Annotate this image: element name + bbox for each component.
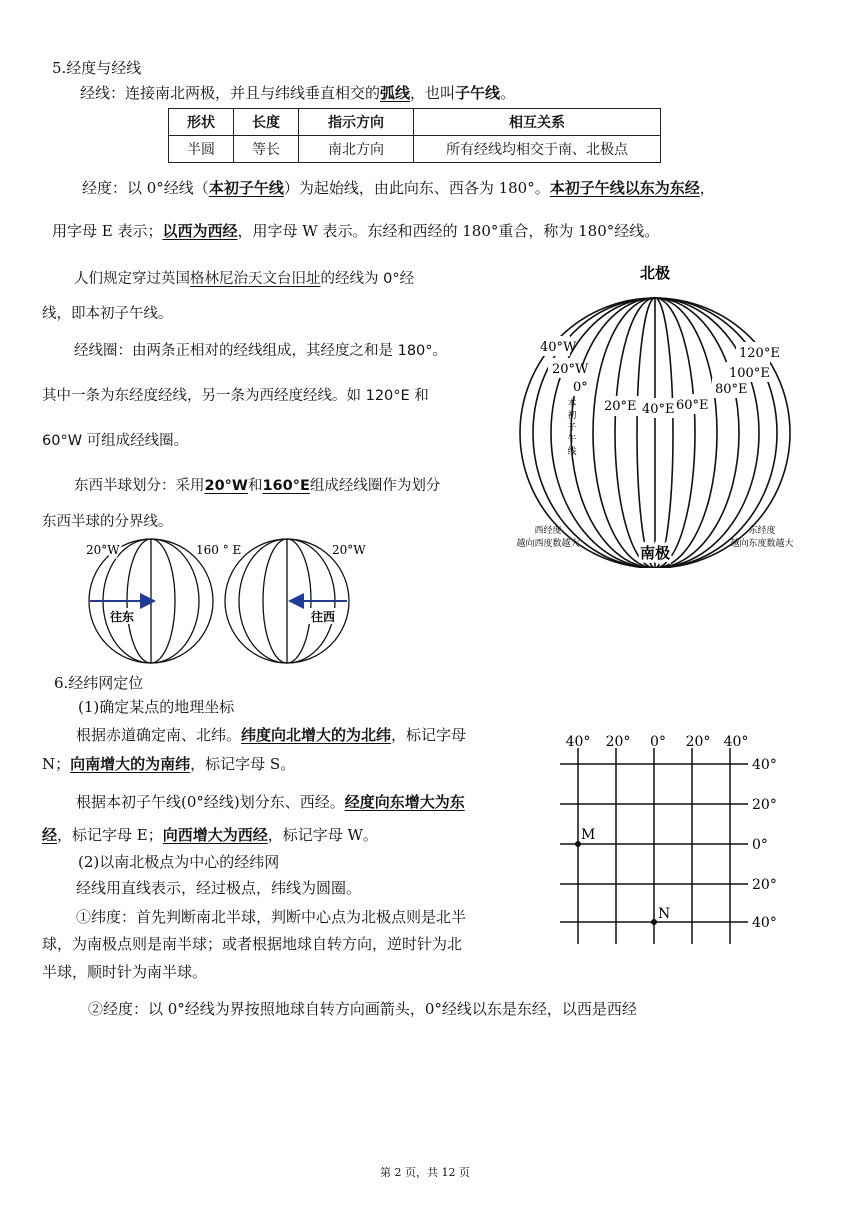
keyword-prime-meridian: 本初子午线 bbox=[208, 179, 284, 197]
label-40w: 40°W bbox=[540, 340, 577, 355]
point-n-marker bbox=[651, 919, 657, 925]
keyword-north-latitude: 纬度向北增大的为北纬 bbox=[241, 726, 392, 744]
table-header: 长度 bbox=[234, 109, 299, 136]
keyword-20w: 20°W bbox=[204, 478, 248, 494]
text: 人们规定穿过英国 bbox=[74, 271, 190, 287]
top-label-40e: 40° bbox=[723, 734, 749, 750]
keyword-west-longitude: 向西增大为西经 bbox=[162, 826, 268, 844]
polar-grid-intro: 经线用直线表示，经过极点，纬线为圆圈。 bbox=[76, 879, 362, 897]
text: 和 bbox=[247, 478, 263, 494]
west-note-desc: 越向西度数越大 bbox=[516, 539, 580, 549]
text: 经线：连接南北两极，并且与纬线垂直相交的 bbox=[80, 84, 381, 102]
label-40e: 40°E bbox=[642, 402, 675, 417]
top-label-40w: 40° bbox=[565, 734, 591, 750]
greenwich-line2: 线，即本初子午线。 bbox=[42, 306, 173, 322]
latitude-rule-line3: 半球，顺时针为南半球。 bbox=[42, 963, 208, 981]
text: ）为起始线，由此向东、西各为 180°。 bbox=[283, 179, 550, 197]
right-label-40s: 40° bbox=[752, 915, 777, 931]
label-20w: 20°W bbox=[552, 362, 589, 377]
hemisphere-globes-diagram bbox=[80, 536, 370, 668]
longitude-line2 bbox=[42, 824, 378, 845]
meridian-circle-line3: 60°W 可组成经线圈。 bbox=[42, 433, 189, 449]
page-footer: 第 2 页，共 12 页 bbox=[380, 1166, 470, 1179]
subsection-2: (2)以南北极点为中心的经纬网 bbox=[78, 853, 280, 871]
text: ，标记字母 E； bbox=[57, 826, 163, 844]
text: 根据本初子午线(0°经线)划分东、西经。 bbox=[76, 793, 345, 811]
north-pole-label: 北极 bbox=[639, 264, 671, 282]
meridian-line bbox=[655, 298, 759, 568]
hemisphere-line2: 东西半球的分界线。 bbox=[42, 514, 173, 530]
meridian-globe-diagram bbox=[510, 258, 810, 568]
meridian-definition bbox=[80, 82, 515, 103]
latitude-rule-line1: ①纬度：首先判断南北半球，判断中心点为北极点则是北半 bbox=[76, 908, 467, 926]
point-m-label: M bbox=[581, 827, 596, 843]
hemisphere-line1 bbox=[74, 474, 440, 495]
subsection-1: (1)确定某点的地理坐标 bbox=[78, 698, 235, 716]
longitude-paragraph-line2 bbox=[52, 220, 659, 241]
section-6-heading: 6.经纬网定位 bbox=[54, 674, 144, 692]
meridian-line bbox=[637, 298, 655, 568]
meridian-line bbox=[593, 298, 655, 568]
west-note-title: 西经度 bbox=[534, 526, 562, 536]
keyword-greenwich: 格林尼治天文台旧址 bbox=[190, 271, 321, 287]
text: 根据赤道确定南、北纬。 bbox=[76, 726, 242, 744]
greenwich-line1 bbox=[74, 267, 414, 288]
prime-meridian-char: 初 bbox=[567, 411, 577, 421]
right-label-20n: 20° bbox=[752, 797, 777, 813]
longitude-line1 bbox=[76, 791, 465, 812]
table-cell: 所有经线均相交于南、北极点 bbox=[414, 136, 661, 163]
meridian-line bbox=[615, 298, 655, 568]
keyword-east-longitude-end: 经 bbox=[42, 826, 58, 844]
table-header: 指示方向 bbox=[299, 109, 414, 136]
longitude-rule: ②经度：以 0°经线为界按照地球自转方向画箭头，0°经线以东是东经，以西是西经 bbox=[88, 1000, 637, 1018]
keyword-east-longitude: 本初子午线以东为东经 bbox=[549, 179, 700, 197]
text: 用字母 E 表示； bbox=[52, 222, 163, 240]
table-row bbox=[169, 136, 661, 163]
latitude-line2 bbox=[42, 753, 295, 774]
label-0: 0° bbox=[573, 380, 588, 395]
keyword-west-longitude: 以西为西经 bbox=[162, 222, 238, 240]
longitude-paragraph-line1 bbox=[82, 177, 715, 198]
keyword-south-latitude: 向南增大的为南纬 bbox=[70, 755, 191, 773]
left-160e-label: 160 ° E bbox=[196, 543, 242, 557]
text: 经度：以 0°经线（ bbox=[82, 179, 209, 197]
keyword-east-longitude: 经度向东增大为东 bbox=[344, 793, 465, 811]
text: ，用字母 W 表示。东经和西经的 180°重合，称为 180°经线。 bbox=[237, 222, 660, 240]
table-cell: 等长 bbox=[234, 136, 299, 163]
prime-meridian-char: 午 bbox=[567, 435, 577, 445]
label-100e: 100°E bbox=[729, 366, 770, 381]
table-header: 形状 bbox=[169, 109, 234, 136]
text: ，也叫 bbox=[410, 84, 456, 102]
text: N； bbox=[42, 755, 71, 773]
keyword-160e: 160°E bbox=[262, 478, 310, 494]
top-label-0: 0° bbox=[650, 734, 666, 750]
top-label-20w: 20° bbox=[605, 734, 631, 750]
table-header-row bbox=[169, 109, 661, 136]
table-header: 相互关系 bbox=[414, 109, 661, 136]
latitude-rule-line2: 球，为南极点则是南半球；或者根据地球自转方向，逆时针为北 bbox=[42, 935, 463, 953]
text: 。 bbox=[500, 84, 516, 102]
text: 组成经线圈作为划分 bbox=[309, 478, 441, 494]
meridian-line bbox=[655, 298, 717, 568]
meridian-line bbox=[655, 298, 673, 568]
top-label-20e: 20° bbox=[685, 734, 711, 750]
right-label-40n: 40° bbox=[752, 757, 777, 773]
south-pole-label: 南极 bbox=[639, 544, 671, 562]
meridian-circle-line2: 其中一条为东经度经线，另一条为西经度经线。如 120°E 和 bbox=[42, 388, 429, 404]
toward-east-label: 往东 bbox=[110, 610, 135, 624]
right-20w-label: 20°W bbox=[332, 543, 366, 557]
point-n-label: N bbox=[658, 906, 671, 922]
east-note-desc: 越向东度数越大 bbox=[730, 539, 794, 549]
meridian-properties-table bbox=[168, 108, 661, 163]
keyword-meridian: 子午线 bbox=[455, 84, 501, 102]
right-label-20s: 20° bbox=[752, 877, 777, 893]
label-60e: 60°E bbox=[676, 398, 709, 413]
table-cell: 南北方向 bbox=[299, 136, 414, 163]
latitude-line1 bbox=[76, 724, 466, 745]
keyword-arc: 弧线 bbox=[380, 84, 411, 102]
text: 的经线为 0°经 bbox=[320, 271, 415, 287]
prime-meridian-char: 子 bbox=[567, 423, 577, 433]
east-note-title: 东经度 bbox=[748, 526, 776, 536]
right-label-0: 0° bbox=[752, 837, 768, 853]
text: ，标记字母 S。 bbox=[190, 755, 296, 773]
table-cell: 半圆 bbox=[169, 136, 234, 163]
label-20e: 20°E bbox=[604, 399, 637, 414]
text: ， bbox=[699, 179, 715, 197]
meridian-line bbox=[655, 298, 695, 568]
prime-meridian-char: 线 bbox=[567, 447, 577, 457]
text: 东西半球划分：采用 bbox=[74, 478, 205, 494]
lat-lon-grid-diagram bbox=[556, 726, 816, 948]
label-80e: 80°E bbox=[715, 382, 748, 397]
text: ，标记字母 W。 bbox=[267, 826, 378, 844]
text: ，标记字母 bbox=[391, 726, 467, 744]
prime-meridian-char: 本 bbox=[567, 399, 577, 409]
left-20w-label: 20°W bbox=[86, 543, 120, 557]
label-120e: 120°E bbox=[739, 346, 780, 361]
section-5-heading: 5.经度与经线 bbox=[52, 59, 142, 77]
toward-west-label: 往西 bbox=[311, 610, 336, 624]
meridian-circle-line1: 经线圈：由两条正相对的经线组成，其经度之和是 180°。 bbox=[74, 343, 448, 359]
